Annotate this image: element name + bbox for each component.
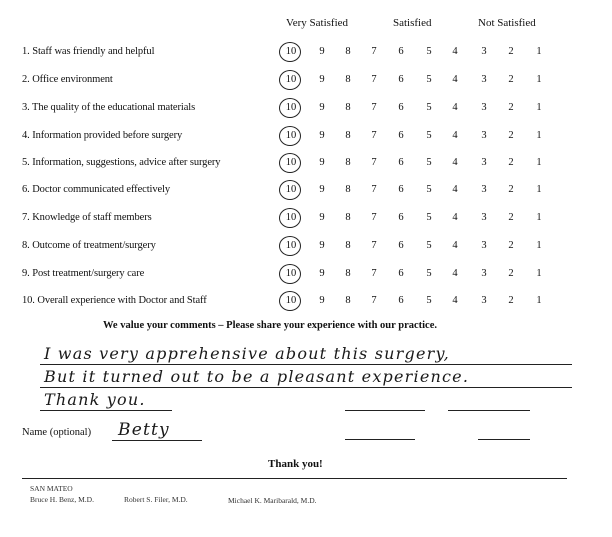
- rating-option[interactable]: 8: [345, 130, 351, 141]
- selected-rating-circle: [279, 126, 301, 146]
- rating-option[interactable]: 3: [481, 184, 487, 195]
- selected-rating-circle: [279, 236, 301, 256]
- name-rule-2: [345, 439, 415, 440]
- selected-rating-circle: [279, 291, 301, 311]
- rating-option[interactable]: 3: [481, 295, 487, 306]
- rating-option[interactable]: 5: [426, 157, 432, 168]
- comment-rule-2: [40, 387, 572, 388]
- rating-option[interactable]: 9: [319, 74, 325, 85]
- selected-rating-circle: [279, 264, 301, 284]
- name-rule-3: [478, 439, 530, 440]
- selected-rating-circle: [279, 153, 301, 173]
- rating-option[interactable]: 2: [508, 184, 514, 195]
- comment-rule-3b: [345, 410, 425, 411]
- comment-rule-3a: [40, 410, 172, 411]
- rating-option[interactable]: 1: [536, 240, 542, 251]
- rating-option[interactable]: 4: [452, 74, 458, 85]
- rating-option[interactable]: 1: [536, 184, 542, 195]
- rating-option[interactable]: 2: [508, 268, 514, 279]
- rating-option[interactable]: 10: [285, 74, 297, 85]
- footer-location: SAN MATEO: [30, 484, 73, 493]
- rating-option[interactable]: 1: [536, 102, 542, 113]
- rating-option[interactable]: 4: [452, 268, 458, 279]
- rating-option[interactable]: 6: [398, 157, 404, 168]
- question-label: 5. Information, suggestions, advice after surgery: [22, 157, 221, 168]
- rating-option[interactable]: 2: [508, 46, 514, 57]
- comment-line-3: Thank you.: [44, 390, 146, 409]
- rating-option[interactable]: 6: [398, 212, 404, 223]
- footer-divider: [22, 478, 567, 479]
- rating-option[interactable]: 10: [285, 184, 297, 195]
- rating-option[interactable]: 7: [371, 184, 377, 195]
- rating-option[interactable]: 3: [481, 268, 487, 279]
- rating-option[interactable]: 9: [319, 157, 325, 168]
- rating-option[interactable]: 5: [426, 74, 432, 85]
- rating-option[interactable]: 1: [536, 295, 542, 306]
- selected-rating-circle: [279, 70, 301, 90]
- rating-option[interactable]: 7: [371, 240, 377, 251]
- question-label: 3. The quality of the educational materials: [22, 102, 196, 113]
- rating-option[interactable]: 4: [452, 157, 458, 168]
- rating-option[interactable]: 2: [508, 74, 514, 85]
- rating-option[interactable]: 7: [371, 295, 377, 306]
- selected-rating-circle: [279, 98, 301, 118]
- rating-option[interactable]: 8: [345, 102, 351, 113]
- footer-doctor-3: Michael K. Maribarald, M.D.: [228, 496, 317, 505]
- comment-line-1: I was very apprehensive about this surgery,: [44, 344, 450, 363]
- rating-option[interactable]: 8: [345, 212, 351, 223]
- comment-rule-3c: [448, 410, 530, 411]
- selected-rating-circle: [279, 42, 301, 62]
- rating-option[interactable]: 4: [452, 295, 458, 306]
- rating-option[interactable]: 8: [345, 240, 351, 251]
- question-label: 2. Office environment: [22, 74, 113, 85]
- rating-option[interactable]: 4: [452, 130, 458, 141]
- question-label: 1. Staff was friendly and helpful: [22, 46, 155, 57]
- rating-option[interactable]: 5: [426, 268, 432, 279]
- thank-you-text: Thank you!: [268, 458, 323, 470]
- rating-option[interactable]: 10: [285, 157, 297, 168]
- rating-option[interactable]: 1: [536, 268, 542, 279]
- rating-option[interactable]: 7: [371, 212, 377, 223]
- question-label: 4. Information provided before surgery: [22, 130, 183, 141]
- rating-option[interactable]: 6: [398, 184, 404, 195]
- question-label: 7. Knowledge of staff members: [22, 212, 152, 223]
- question-label: 9. Post treatment/surgery care: [22, 268, 145, 279]
- rating-option[interactable]: 3: [481, 240, 487, 251]
- rating-option[interactable]: 6: [398, 130, 404, 141]
- footer-doctor-2: Robert S. Filer, M.D.: [124, 495, 188, 504]
- rating-option[interactable]: 8: [345, 74, 351, 85]
- scale-satisfied: Satisfied: [393, 17, 432, 29]
- rating-option[interactable]: 4: [452, 46, 458, 57]
- rating-option[interactable]: 10: [285, 240, 297, 251]
- rating-option[interactable]: 2: [508, 212, 514, 223]
- rating-option[interactable]: 6: [398, 240, 404, 251]
- comments-heading: We value your comments – Please share your experience with our practice.: [103, 320, 438, 331]
- rating-option[interactable]: 10: [285, 130, 297, 141]
- rating-option[interactable]: 6: [398, 102, 404, 113]
- rating-option[interactable]: 5: [426, 184, 432, 195]
- rating-option[interactable]: 7: [371, 102, 377, 113]
- rating-option[interactable]: 8: [345, 184, 351, 195]
- rating-option[interactable]: 9: [319, 130, 325, 141]
- rating-option[interactable]: 7: [371, 130, 377, 141]
- scale-very-satisfied: Very Satisfied: [286, 17, 349, 29]
- rating-option[interactable]: 6: [398, 295, 404, 306]
- rating-option[interactable]: 7: [371, 157, 377, 168]
- rating-option[interactable]: 3: [481, 74, 487, 85]
- rating-option[interactable]: 1: [536, 157, 542, 168]
- rating-option[interactable]: 3: [481, 46, 487, 57]
- rating-option[interactable]: 2: [508, 102, 514, 113]
- rating-option[interactable]: 8: [345, 46, 351, 57]
- footer-doctor-1: Bruce H. Benz, M.D.: [30, 495, 94, 504]
- rating-option[interactable]: 4: [452, 212, 458, 223]
- scale-not-satisfied: Not Satisfied: [478, 17, 536, 29]
- rating-option[interactable]: 2: [508, 157, 514, 168]
- rating-option[interactable]: 10: [285, 295, 297, 306]
- question-label: 10. Overall experience with Doctor and Staff: [22, 295, 207, 306]
- rating-option[interactable]: 9: [319, 295, 325, 306]
- rating-option[interactable]: 10: [285, 102, 297, 113]
- rating-option[interactable]: 1: [536, 46, 542, 57]
- rating-option[interactable]: 6: [398, 74, 404, 85]
- name-label: Name (optional): [22, 427, 92, 438]
- rating-option[interactable]: 5: [426, 46, 432, 57]
- rating-option[interactable]: 7: [371, 74, 377, 85]
- rating-option[interactable]: 5: [426, 295, 432, 306]
- name-rule: [112, 440, 202, 441]
- rating-option[interactable]: 10: [285, 212, 297, 223]
- comment-line-2: But it turned out to be a pleasant experience.: [44, 367, 470, 386]
- rating-option[interactable]: 5: [426, 102, 432, 113]
- rating-option[interactable]: 2: [508, 130, 514, 141]
- selected-rating-circle: [279, 180, 301, 200]
- rating-option[interactable]: 1: [536, 130, 542, 141]
- rating-option[interactable]: 7: [371, 268, 377, 279]
- rating-option[interactable]: 9: [319, 240, 325, 251]
- rating-option[interactable]: 9: [319, 46, 325, 57]
- rating-option[interactable]: 8: [345, 295, 351, 306]
- rating-option[interactable]: 4: [452, 102, 458, 113]
- rating-option[interactable]: 8: [345, 157, 351, 168]
- rating-option[interactable]: 1: [536, 74, 542, 85]
- question-label: 8. Outcome of treatment/surgery: [22, 240, 156, 251]
- selected-rating-circle: [279, 208, 301, 228]
- comment-rule-1: [40, 364, 572, 365]
- rating-option[interactable]: 7: [371, 46, 377, 57]
- rating-option[interactable]: 3: [481, 212, 487, 223]
- rating-option[interactable]: 8: [345, 268, 351, 279]
- rating-option[interactable]: 6: [398, 268, 404, 279]
- rating-option[interactable]: 3: [481, 102, 487, 113]
- rating-option[interactable]: 5: [426, 212, 432, 223]
- rating-option[interactable]: 10: [285, 268, 297, 279]
- rating-option[interactable]: 5: [426, 130, 432, 141]
- rating-option[interactable]: 10: [285, 46, 297, 57]
- rating-option[interactable]: 9: [319, 102, 325, 113]
- rating-option[interactable]: 6: [398, 46, 404, 57]
- rating-option[interactable]: 3: [481, 157, 487, 168]
- rating-option[interactable]: 9: [319, 268, 325, 279]
- rating-option[interactable]: 5: [426, 240, 432, 251]
- rating-option[interactable]: 4: [452, 184, 458, 195]
- name-signature: Betty: [118, 420, 170, 440]
- rating-option[interactable]: 3: [481, 130, 487, 141]
- rating-option[interactable]: 9: [319, 184, 325, 195]
- rating-option[interactable]: 4: [452, 240, 458, 251]
- question-label: 6. Doctor communicated effectively: [22, 184, 171, 195]
- rating-option[interactable]: 9: [319, 212, 325, 223]
- rating-option[interactable]: 2: [508, 240, 514, 251]
- rating-option[interactable]: 1: [536, 212, 542, 223]
- rating-option[interactable]: 2: [508, 295, 514, 306]
